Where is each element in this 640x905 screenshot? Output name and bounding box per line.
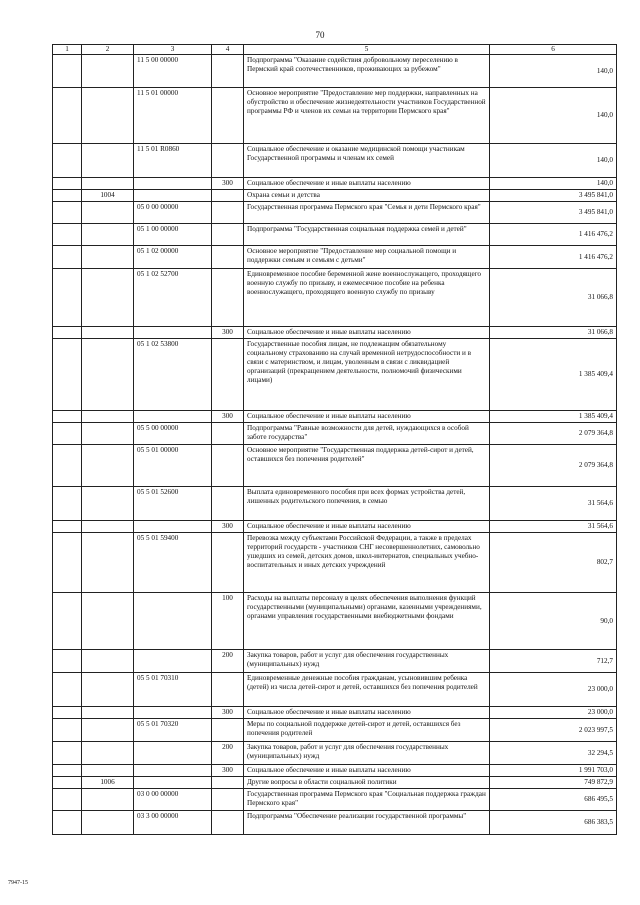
cell-amount: 140,0 [490, 178, 617, 190]
table-row [53, 742, 617, 765]
cell-target-article: 05 1 02 00000 [134, 246, 212, 269]
cell-target-article [134, 327, 212, 339]
cell-expense-type [212, 789, 244, 811]
cell-expense-type: 300 [212, 707, 244, 719]
table-row [53, 411, 617, 423]
col-header-1: 1 [53, 45, 82, 55]
cell-target-article [134, 777, 212, 789]
cell-amount: 3 495 841,0 [490, 202, 617, 224]
cell-name: Другие вопросы в области социальной политики [244, 777, 490, 789]
cell-expense-type: 300 [212, 521, 244, 533]
cell-amount: 802,7 [490, 533, 617, 593]
col-header-4: 4 [212, 45, 244, 55]
cell-target-article [134, 411, 212, 423]
table-row [53, 719, 617, 742]
cell-ved [53, 673, 82, 707]
cell-ved [53, 650, 82, 673]
cell-amount: 1 991 703,0 [490, 765, 617, 777]
cell-expense-type [212, 673, 244, 707]
cell-section [82, 144, 134, 178]
table-row [53, 144, 617, 178]
cell-section [82, 765, 134, 777]
cell-expense-type: 300 [212, 765, 244, 777]
cell-amount: 31 564,6 [490, 521, 617, 533]
cell-name: Государственная программа Пермского края "Социальная поддержка граждан Пермского края" [244, 789, 490, 811]
table-body [53, 55, 617, 835]
cell-section [82, 707, 134, 719]
cell-target-article: 05 5 01 52600 [134, 487, 212, 521]
budget-table [52, 44, 617, 835]
cell-name: Основное мероприятие "Предоставление мер поддержки, направленных на обустройство и обеспечение жизнедеятельности участников Государственной программы РФ и членов их семьи на территории Пермского края" [244, 88, 490, 144]
cell-expense-type [212, 224, 244, 246]
cell-ved [53, 190, 82, 202]
cell-name: Закупка товаров, работ и услуг для обеспечения государственных (муниципальных) нужд [244, 650, 490, 673]
cell-name: Меры по социальной поддержке детей-сирот и детей, оставшихся без попечения родителей [244, 719, 490, 742]
cell-expense-type: 300 [212, 411, 244, 423]
cell-amount: 23 000,0 [490, 673, 617, 707]
cell-ved [53, 423, 82, 445]
cell-name: Выплата единовременного пособия при всех формах устройства детей, лишенных родительского попечения, в семью [244, 487, 490, 521]
table-row [53, 811, 617, 835]
cell-amount: 31 066,8 [490, 327, 617, 339]
table-row [53, 445, 617, 487]
cell-amount: 1 385 409,4 [490, 339, 617, 411]
cell-ved [53, 487, 82, 521]
table-row [53, 707, 617, 719]
cell-name: Социальное обеспечение и иные выплаты населению [244, 765, 490, 777]
cell-ved [53, 742, 82, 765]
table-row [53, 533, 617, 593]
cell-name: Охрана семьи и детства [244, 190, 490, 202]
cell-amount: 140,0 [490, 144, 617, 178]
cell-target-article: 05 1 00 00000 [134, 224, 212, 246]
cell-target-article: 05 5 01 70310 [134, 673, 212, 707]
table-row [53, 88, 617, 144]
cell-expense-type [212, 246, 244, 269]
cell-ved [53, 533, 82, 593]
cell-section [82, 742, 134, 765]
table-row [53, 423, 617, 445]
cell-target-article [134, 178, 212, 190]
cell-section [82, 487, 134, 521]
cell-ved [53, 224, 82, 246]
cell-amount: 3 495 841,0 [490, 190, 617, 202]
cell-amount: 712,7 [490, 650, 617, 673]
cell-name: Основное мероприятие "Предоставление мер социальной помощи и поддержки семьям и семьям с детьми" [244, 246, 490, 269]
cell-expense-type [212, 269, 244, 327]
cell-section [82, 202, 134, 224]
cell-name: Расходы на выплаты персоналу в целях обеспечения выполнения функций государственными (муниципальными) органами, казенными учреждениями, органами управления государственными внебюджетными фондами [244, 593, 490, 650]
cell-expense-type [212, 144, 244, 178]
cell-expense-type [212, 190, 244, 202]
cell-section: 1006 [82, 777, 134, 789]
cell-expense-type [212, 533, 244, 593]
cell-expense-type [212, 487, 244, 521]
col-header-2: 2 [82, 45, 134, 55]
cell-section [82, 269, 134, 327]
table-row [53, 224, 617, 246]
cell-amount: 1 385 409,4 [490, 411, 617, 423]
cell-name: Подпрограмма "Обеспечение реализации государственной программы" [244, 811, 490, 835]
table-row [53, 521, 617, 533]
table-row [53, 55, 617, 88]
cell-target-article [134, 521, 212, 533]
cell-ved [53, 55, 82, 88]
cell-expense-type [212, 339, 244, 411]
cell-target-article: 05 5 01 59400 [134, 533, 212, 593]
cell-target-article: 03 3 00 00000 [134, 811, 212, 835]
table-row [53, 789, 617, 811]
cell-section [82, 327, 134, 339]
cell-target-article [134, 707, 212, 719]
table-row [53, 190, 617, 202]
cell-target-article: 05 1 02 53800 [134, 339, 212, 411]
cell-amount: 686 495,5 [490, 789, 617, 811]
cell-target-article: 03 0 00 00000 [134, 789, 212, 811]
cell-ved [53, 719, 82, 742]
cell-expense-type [212, 88, 244, 144]
cell-expense-type: 300 [212, 178, 244, 190]
cell-name: Социальное обеспечение и иные выплаты населению [244, 707, 490, 719]
cell-target-article: 11 5 01 R0860 [134, 144, 212, 178]
page-number: 70 [315, 30, 325, 40]
col-header-5: 5 [244, 45, 490, 55]
cell-expense-type [212, 777, 244, 789]
table-row [53, 593, 617, 650]
cell-target-article [134, 765, 212, 777]
cell-amount: 23 000,0 [490, 707, 617, 719]
cell-name: Социальное обеспечение и иные выплаты населению [244, 327, 490, 339]
cell-name: Единовременные денежные пособия гражданам, усыновившим ребенка (детей) из числа детей-сирот и детей, оставшихся без попечения родителей [244, 673, 490, 707]
cell-name: Основное мероприятие "Государственная поддержка детей-сирот и детей, оставшихся без попечения родителей" [244, 445, 490, 487]
cell-amount: 1 416 476,2 [490, 246, 617, 269]
cell-section [82, 811, 134, 835]
table-header [53, 45, 617, 55]
cell-section [82, 411, 134, 423]
cell-ved [53, 811, 82, 835]
cell-target-article: 05 5 00 00000 [134, 423, 212, 445]
cell-ved [53, 789, 82, 811]
col-header-6: 6 [490, 45, 617, 55]
cell-ved [53, 144, 82, 178]
cell-target-article [134, 190, 212, 202]
cell-expense-type [212, 202, 244, 224]
cell-expense-type [212, 719, 244, 742]
cell-amount: 749 872,9 [490, 777, 617, 789]
cell-expense-type: 200 [212, 650, 244, 673]
cell-ved [53, 445, 82, 487]
header-row [53, 45, 617, 55]
col-header-3: 3 [134, 45, 212, 55]
cell-section [82, 521, 134, 533]
cell-ved [53, 246, 82, 269]
cell-ved [53, 88, 82, 144]
table-row [53, 178, 617, 190]
cell-section [82, 789, 134, 811]
cell-section [82, 246, 134, 269]
cell-ved [53, 411, 82, 423]
table-row [53, 765, 617, 777]
cell-expense-type [212, 423, 244, 445]
table-row [53, 487, 617, 521]
cell-amount: 2 079 364,8 [490, 423, 617, 445]
cell-amount: 2 079 364,8 [490, 445, 617, 487]
cell-expense-type [212, 445, 244, 487]
cell-section [82, 178, 134, 190]
cell-expense-type: 200 [212, 742, 244, 765]
cell-name: Социальное обеспечение и иные выплаты населению [244, 521, 490, 533]
table-row [53, 202, 617, 224]
table-row [53, 246, 617, 269]
cell-expense-type: 100 [212, 593, 244, 650]
cell-section [82, 88, 134, 144]
cell-target-article: 11 5 01 00000 [134, 88, 212, 144]
cell-section [82, 533, 134, 593]
cell-name: Подпрограмма "Оказание содействия добровольному переселению в Пермский край соотечественников, проживающих за рубежом" [244, 55, 490, 88]
table-row [53, 327, 617, 339]
cell-ved [53, 521, 82, 533]
cell-expense-type [212, 55, 244, 88]
cell-amount: 686 383,5 [490, 811, 617, 835]
table-row [53, 650, 617, 673]
cell-target-article: 05 5 01 70320 [134, 719, 212, 742]
cell-ved [53, 339, 82, 411]
cell-ved [53, 707, 82, 719]
table-row [53, 339, 617, 411]
cell-ved [53, 202, 82, 224]
cell-section [82, 445, 134, 487]
cell-name: Государственные пособия лицам, не подлежащим обязательному социальному страхованию на случай временной нетрудоспособности и в связи с материнством, и лицам, уволенным в связи с ликвидацией организаций (прекращением деятельности, полномочий физическими лицами) [244, 339, 490, 411]
footer-code: 7947-15 [8, 880, 28, 886]
cell-section [82, 423, 134, 445]
cell-amount: 140,0 [490, 88, 617, 144]
cell-target-article [134, 650, 212, 673]
cell-section: 1004 [82, 190, 134, 202]
cell-name: Социальное обеспечение и иные выплаты населению [244, 178, 490, 190]
cell-amount: 1 416 476,2 [490, 224, 617, 246]
cell-ved [53, 269, 82, 327]
cell-target-article: 05 1 02 52700 [134, 269, 212, 327]
cell-amount: 140,0 [490, 55, 617, 88]
cell-amount: 32 294,5 [490, 742, 617, 765]
cell-target-article [134, 593, 212, 650]
cell-expense-type: 300 [212, 327, 244, 339]
cell-expense-type [212, 811, 244, 835]
cell-amount: 31 564,6 [490, 487, 617, 521]
cell-ved [53, 178, 82, 190]
cell-section [82, 650, 134, 673]
cell-amount: 2 023 997,5 [490, 719, 617, 742]
table-row [53, 269, 617, 327]
cell-ved [53, 593, 82, 650]
cell-section [82, 593, 134, 650]
cell-target-article: 05 5 01 00000 [134, 445, 212, 487]
cell-section [82, 224, 134, 246]
cell-target-article: 05 0 00 00000 [134, 202, 212, 224]
cell-name: Социальное обеспечение и иные выплаты населению [244, 411, 490, 423]
cell-amount: 90,0 [490, 593, 617, 650]
cell-name: Перевозка между субъектами Российской Федерации, а также в пределах территорий государств - участников СНГ несовершеннолетних, самовольно ушедших из семей, детских домов, школ-интернатов, специальных учебно-воспитательных и иных детских учреждений [244, 533, 490, 593]
cell-name: Подпрограмма "Равные возможности для детей, нуждающихся в особой заботе государства" [244, 423, 490, 445]
cell-ved [53, 765, 82, 777]
cell-section [82, 673, 134, 707]
cell-name: Подпрограмма "Государственная социальная поддержка семей и детей" [244, 224, 490, 246]
cell-target-article: 11 5 00 00000 [134, 55, 212, 88]
table-row [53, 673, 617, 707]
cell-name: Государственная программа Пермского края "Семья и дети Пермского края" [244, 202, 490, 224]
cell-amount: 31 066,8 [490, 269, 617, 327]
table-row [53, 777, 617, 789]
cell-section [82, 719, 134, 742]
cell-section [82, 55, 134, 88]
cell-name: Социальное обеспечение и оказание медицинской помощи участникам Государственной программы и членам их семей [244, 144, 490, 178]
cell-target-article [134, 742, 212, 765]
cell-name: Закупка товаров, работ и услуг для обеспечения государственных (муниципальных) нужд [244, 742, 490, 765]
cell-ved [53, 327, 82, 339]
cell-name: Единовременное пособие беременной жене военнослужащего, проходящего военную службу по призыву, и ежемесячное пособие на ребенка военнослужащего, проходящего военную службу по призыву [244, 269, 490, 327]
cell-section [82, 339, 134, 411]
cell-ved [53, 777, 82, 789]
